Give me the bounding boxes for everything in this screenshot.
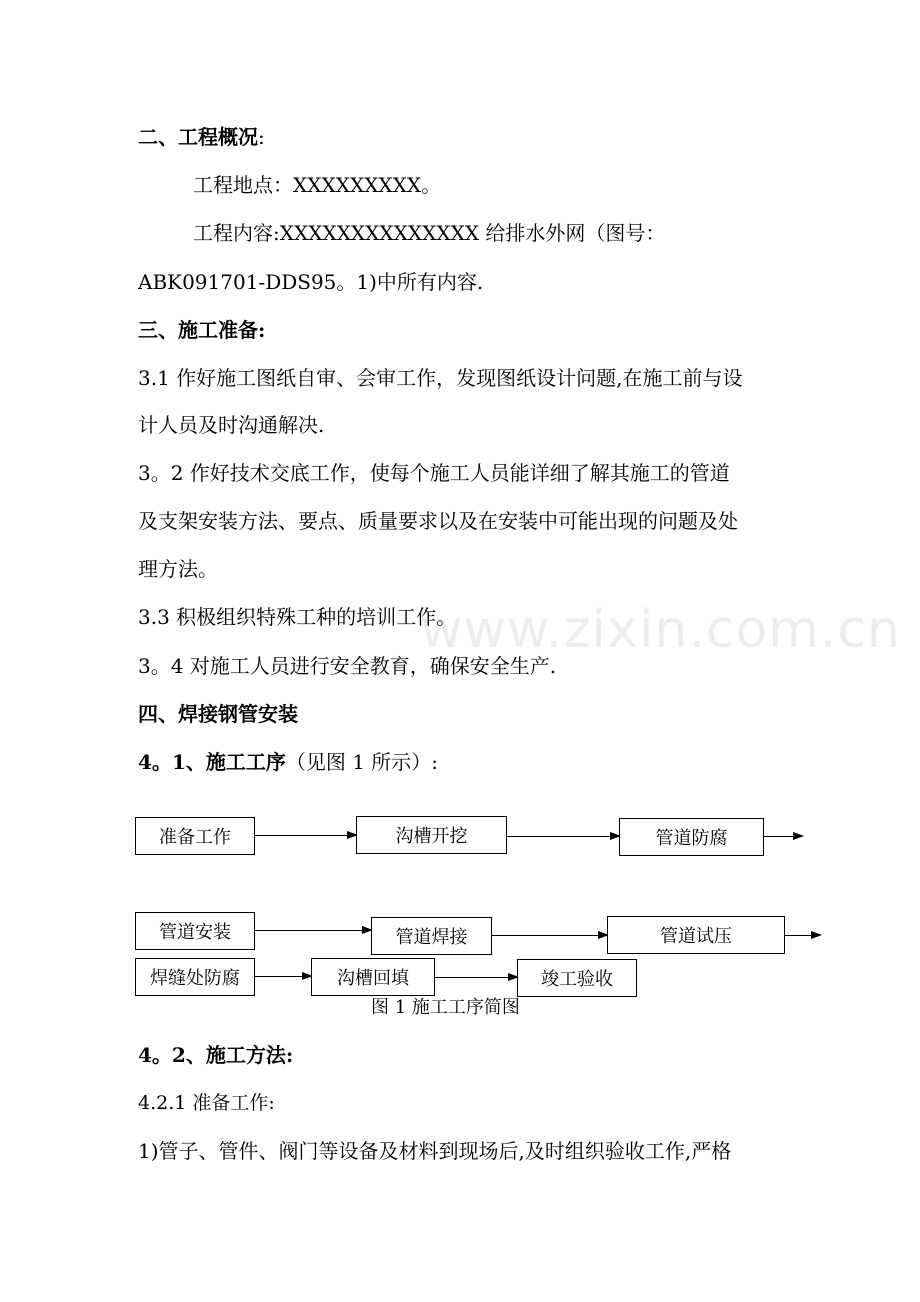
flow-step-trench-backfill: 沟槽回填 [311,958,435,996]
flow-step-weld-anticorrosion: 焊缝处防腐 [135,958,255,996]
section-4-2-1-item1: 1)管子、管件、阀门等设备及材料到现场后,及时组织验收工作,严格 [138,1139,732,1163]
section-4-1-heading [138,748,438,776]
section-4-1-note: （见图 1 所示）: [285,750,439,774]
flow-step-prepare: 准备工作 [135,817,255,855]
flow-arrow [255,976,311,977]
flow-step-trench-excavation: 沟槽开挖 [356,816,507,854]
section-2-heading-text: 二、工程概况 [138,125,258,149]
project-content-line1: 工程内容:XXXXXXXXXXXXXX 给排水外网（图号： [193,221,666,245]
watermark: www.zixin.com.cn [420,600,901,660]
flow-arrow-out [785,935,820,936]
flow-step-completion-acceptance: 竣工验收 [517,959,637,997]
section-2-heading-colon: : [258,125,265,149]
section-4-2-1: 4.2.1 准备工作: [138,1092,275,1114]
section-4-1-title: 4。1、施工工序 [138,750,286,774]
figure-caption: 图 1 施工工序简图 [371,997,520,1018]
flow-step-pipe-welding: 管道焊接 [371,917,492,955]
flow-arrow [255,930,371,931]
flow-arrow [507,836,619,837]
flow-arrow [435,977,517,978]
item-3-2-line1: 3。2 作好技术交底工作，使每个施工人员能详细了解其施工的管道 [138,461,730,485]
item-3-2-line3: 理方法。 [138,557,218,581]
project-location: 工程地点：XXXXXXXXX。 [193,173,442,197]
item-3-2-line2: 及支架安装方法、要点、质量要求以及在安装中可能出现的问题及处 [138,509,738,533]
flow-arrow [492,935,607,936]
flow-arrow-out [764,836,802,837]
item-3-1-line1: 3.1 作好施工图纸自审、会审工作，发现图纸设计问题,在施工前与设 [138,366,743,390]
flow-arrow [255,835,356,836]
item-3-1-line2: 计人员及时沟通解决. [138,413,325,437]
section-4-2-heading: 4。2、施工方法: [138,1043,294,1067]
flow-step-pipe-installation: 管道安装 [135,912,255,950]
flow-step-pipe-anticorrosion: 管道防腐 [619,818,764,856]
item-3-4: 3。4 对施工人员进行安全教育，确保安全生产. [138,654,557,678]
section-4-heading: 四、焊接钢管安装 [138,702,298,726]
item-3-3: 3.3 积极组织特殊工种的培训工作。 [138,605,457,629]
flow-step-pressure-test: 管道试压 [607,916,785,954]
section-2-heading [138,123,265,151]
project-content-line2: ABK091701-DDS95。1)中所有内容. [138,270,484,294]
section-3-heading: 三、施工准备: [138,318,266,342]
